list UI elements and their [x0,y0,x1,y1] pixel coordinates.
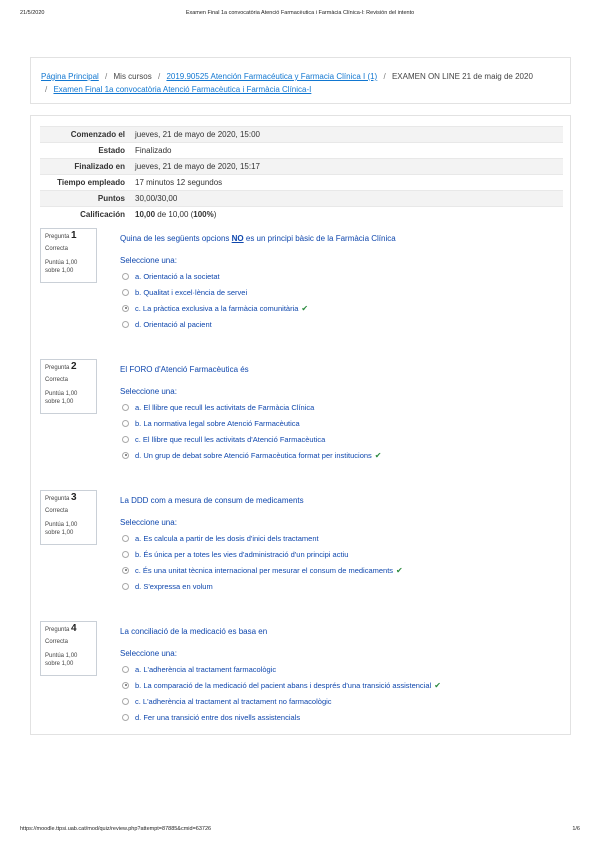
breadcrumb-quiz-link[interactable]: Examen Final 1a convocatòria Atenció Farmacèutica i Farmàcia Clínica-I [53,85,312,94]
breadcrumb-separator: / [105,72,108,81]
answer-option[interactable] [122,431,552,447]
question-number: Pregunta 2 [45,361,77,372]
breadcrumb-course-link[interactable]: 2019.90525 Atención Farmacéutica y Farmacia Clínica I (1) [166,72,378,81]
answer-label: b. Qualitat i excel·lència de servei [135,287,248,297]
summary-row [40,190,563,206]
question-info [40,359,97,414]
print-date: 21/5/2020 [20,10,45,16]
attempt-summary-table [40,126,563,222]
radio-button[interactable] [122,714,129,721]
grade-score: 10,00 [135,210,156,219]
radio-button[interactable] [122,682,129,689]
breadcrumb-separator: / [157,72,161,81]
answer-option[interactable] [122,661,552,677]
answer-option[interactable] [122,399,552,415]
summary-row [40,206,563,222]
question-text: Quina de les següents opcions NO es un principi bàsic de la Farmàcia Clínica [120,234,396,243]
summary-label: Estado [98,146,125,155]
answer-label: c. El llibre que recull les activitats d'Atenció Farmacèutica [135,434,326,444]
print-page-number: 1/6 [572,826,580,832]
question-text: La DDD com a mesura de consum de medicaments [120,496,304,505]
breadcrumb-home-link[interactable]: Página Principal [41,72,99,81]
question-state: Correcta [45,639,69,645]
summary-label: Finalizado en [74,162,125,171]
select-prompt: Seleccione una: [120,649,177,658]
radio-button[interactable] [122,567,129,574]
summary-label: Tiempo empleado [57,178,125,187]
answer-option[interactable] [122,578,552,594]
question-info [40,490,97,545]
summary-label: Puntos [97,194,125,203]
question-3 [40,490,563,600]
question-info [40,228,97,283]
answer-label: d. S'expressa en volum [135,581,213,591]
grade-percent: 100% [193,210,214,219]
answer-option[interactable] [122,300,552,316]
question-text: El FORO d'Atenció Farmacèutica és [120,365,249,374]
answer-label: b. La normativa legal sobre Atenció Farmacèutica [135,418,300,428]
breadcrumb-separator: / [383,72,386,81]
radio-button[interactable] [122,273,129,280]
answer-label: d. Fer una transició entre dos nivells assistencials [135,712,301,722]
answer-label: c. La pràctica exclusiva a la farmàcia comunitària [135,303,299,313]
summary-value [133,207,563,222]
print-footer [20,826,580,836]
breadcrumb-separator: / [45,85,48,94]
correct-check-icon: ✔ [301,303,309,313]
answer-label: a. Es calcula a partir de les dosis d'inici dels tractament [135,533,319,543]
breadcrumb-courses[interactable]: Mis cursos [113,72,152,81]
answer-list [122,661,552,725]
select-prompt: Seleccione una: [120,387,177,396]
answer-option[interactable] [122,447,552,463]
radio-button[interactable] [122,551,129,558]
answer-list [122,530,552,594]
correct-check-icon: ✔ [396,565,403,575]
grade-end: ) [213,210,217,219]
summary-value: Finalizado [135,146,172,155]
radio-button[interactable] [122,289,129,296]
answer-label: d. Un grup de debat sobre Atenció Farmacèutica format per institucions [135,450,372,460]
select-prompt: Seleccione una: [120,518,177,527]
answer-label: c. L'adherència al tractament al tractament no farmacològic [135,696,332,706]
select-prompt: Seleccione una: [120,256,177,265]
print-title: Examen Final 1a convocatòria Atenció Farmacèutica i Farmàcia Clínica-I: Revisión del intento [185,10,415,16]
question-info [40,621,97,676]
question-2 [40,359,563,469]
correct-check-icon: ✔ [374,450,382,460]
answer-label: a. Orientació a la societat [135,271,220,281]
summary-value: jueves, 21 de mayo de 2020, 15:17 [135,162,260,171]
breadcrumb [30,57,571,104]
answer-option[interactable] [122,677,552,693]
question-state: Correcta [45,508,69,514]
question-grade: Puntúa 1,00 sobre 1,00 [45,653,78,667]
question-1 [40,228,563,338]
breadcrumb-section[interactable]: EXAMEN ON LINE 21 de maig de 2020 [391,72,533,81]
answer-option[interactable] [122,268,552,284]
summary-label: Calificación [80,210,125,219]
answer-option[interactable] [122,415,552,431]
question-number: Pregunta 3 [45,492,77,503]
answer-option[interactable] [122,709,552,725]
radio-button[interactable] [122,452,129,459]
answer-list [122,268,552,332]
summary-label: Comenzado el [70,130,125,139]
radio-button[interactable] [122,420,129,427]
print-header [20,10,580,20]
radio-button[interactable] [122,404,129,411]
quiz-review-content [30,115,571,735]
question-number: Pregunta 1 [45,230,77,241]
answer-option[interactable] [122,562,552,578]
answer-option[interactable] [122,546,552,562]
radio-button[interactable] [122,698,129,705]
correct-check-icon: ✔ [434,680,441,690]
answer-option[interactable] [122,530,552,546]
answer-option[interactable] [122,316,552,332]
print-url: https://moodle.ttpsi.uab.cat/mod/quiz/review.php?attempt=87885&cmid=63726 [20,826,212,832]
radio-button[interactable] [122,583,129,590]
answer-option[interactable] [122,693,552,709]
question-grade: Puntúa 1,00 sobre 1,00 [45,522,78,536]
answer-label: c. És una unitat tècnica internacional per mesurar el consum de medicaments [135,565,394,575]
summary-value: 17 minutos 12 segundos [135,178,223,187]
question-emphasis: NO [231,234,244,243]
answer-label: a. El llibre que recull les activitats de Farmàcia Clínica [135,402,315,412]
answer-label: b. La comparació de la medicació del pacient abans i després d'una transició assistencial [135,680,432,690]
question-4 [40,621,563,731]
question-text: La conciliació de la medicació es basa en [120,627,268,636]
radio-button[interactable] [122,666,129,673]
summary-value: jueves, 21 de mayo de 2020, 15:00 [135,130,260,139]
question-state: Correcta [45,377,69,383]
answer-list [122,399,552,463]
question-grade: Puntúa 1,00 sobre 1,00 [45,260,78,274]
radio-button[interactable] [122,535,129,542]
grade-mid: de 10,00 ( [155,210,194,219]
question-state: Correcta [45,246,69,252]
answer-label: b. És única per a totes les vies d'administració d'un principi actiu [135,549,349,559]
question-grade: Puntúa 1,00 sobre 1,00 [45,391,78,405]
answer-option[interactable] [122,284,552,300]
summary-row [40,142,563,158]
radio-button[interactable] [122,305,129,312]
summary-row [40,126,563,142]
answer-label: d. Orientació al pacient [135,319,212,329]
summary-row [40,174,563,190]
summary-row [40,158,563,174]
question-number: Pregunta 4 [45,623,77,634]
radio-button[interactable] [122,436,129,443]
radio-button[interactable] [122,321,129,328]
summary-value: 30,00/30,00 [135,194,178,203]
answer-label: a. L'adherència al tractament farmacològic [135,664,277,674]
